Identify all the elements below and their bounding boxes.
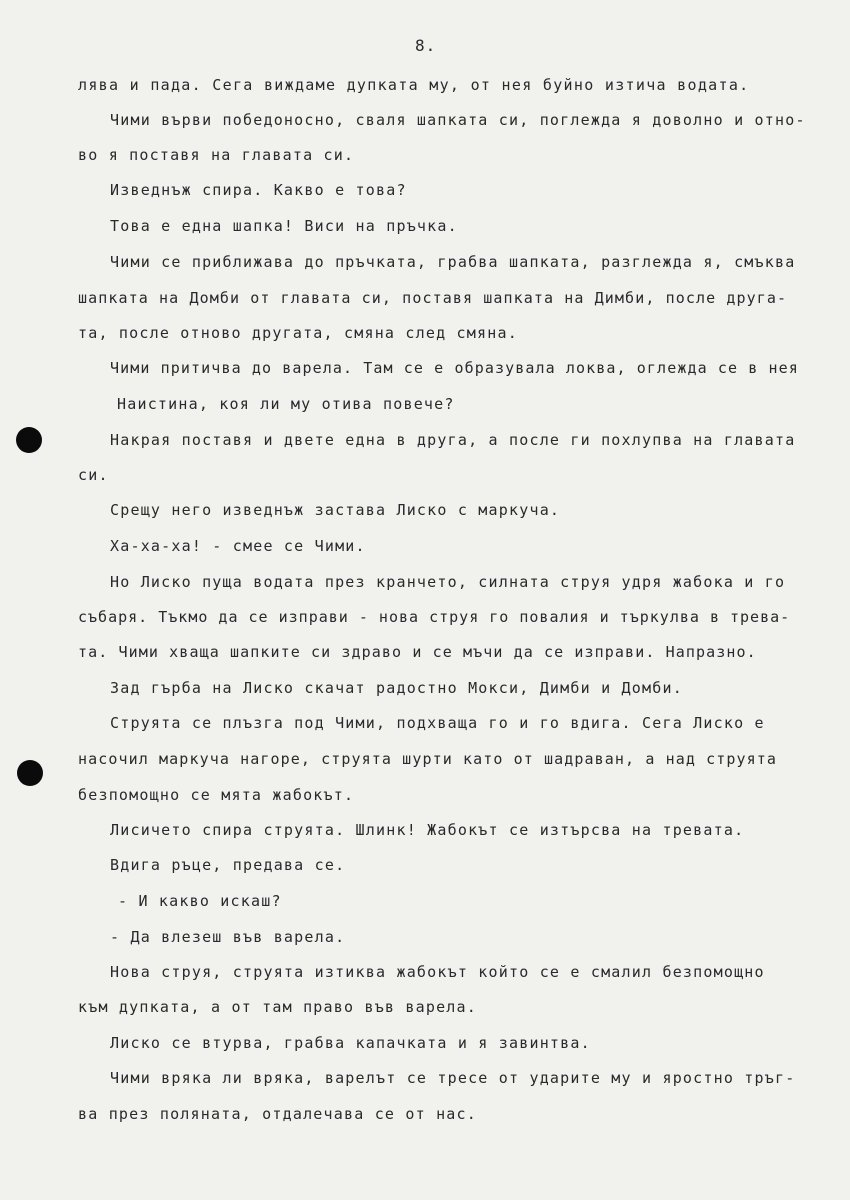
text-line: - И какво искаш?: [118, 892, 282, 910]
text-line: ва през поляната, отдалечава се от нас.: [78, 1105, 477, 1123]
text-line: Ха-ха-ха! - смее се Чими.: [110, 537, 366, 555]
text-line: Лисичето спира струята. Шлинк! Жабокът се изтърсва на тревата.: [110, 821, 745, 839]
page-number: 8.: [415, 36, 437, 55]
text-line: - Да влезеш във варела.: [110, 928, 346, 946]
text-line: шапката на Домби от главата си, поставя шапката на Димби, после друга-: [78, 289, 788, 307]
text-line: Изведнъж спира. Какво е това?: [110, 181, 407, 199]
text-line: Чими вряка ли вряка, варелът се тресе от ударите му и яростно тръг-: [110, 1069, 796, 1087]
text-line: Лиско се втурва, грабва капачката и я завинтва.: [110, 1034, 591, 1052]
text-line: Вдига ръце, предава се.: [110, 856, 346, 874]
text-line: та, после отново другата, смяна след смяна.: [78, 324, 518, 342]
text-line: Зад гърба на Лиско скачат радостно Мокси, Димби и Домби.: [110, 679, 683, 697]
punch-hole-top: [16, 427, 42, 453]
text-line: насочил маркуча нагоре, струята шурти като от шадраван, а над струята: [78, 750, 778, 768]
text-line: си.: [78, 466, 109, 484]
text-line: Чими притичва до варела. Там се е образувала локва, оглежда се в нея: [110, 359, 799, 377]
text-line: Чими се приближава до пръчката, грабва шапката, разглежда я, смъква: [110, 253, 796, 271]
text-line: събаря. Тъкмо да се изправи - нова струя го повалия и търкулва в трева-: [78, 608, 791, 626]
text-line: безпомощно се мята жабокът.: [78, 786, 355, 804]
text-line: към дупката, а от там право във варела.: [78, 998, 477, 1016]
text-line: во я поставя на главата си.: [78, 146, 355, 164]
text-line: Струята се плъзга под Чими, подхваща го и го вдига. Сега Лиско е: [110, 714, 765, 732]
text-line: Нова струя, струята изтиква жабокът който се е смалил безпомощно: [110, 963, 765, 981]
text-line: Но Лиско пуща водата през кранчето, силната струя удря жабока и го: [110, 573, 786, 591]
text-line: Срещу него изведнъж застава Лиско с маркуча.: [110, 501, 561, 519]
text-line: Чими върви победоносно, сваля шапката си, поглежда я доволно и отно-: [110, 111, 806, 129]
text-line: Наистина, коя ли му отива повече?: [117, 395, 455, 413]
text-line: лява и пада. Сега виждаме дупката му, от нея буйно изтича водата.: [78, 76, 750, 94]
text-line: та. Чими хваща шапките си здраво и се мъчи да се изправи. Напразно.: [78, 643, 757, 661]
text-line: Това е една шапка! Виси на пръчка.: [110, 217, 458, 235]
punch-hole-bottom: [17, 760, 43, 786]
text-line: Накрая поставя и двете една в друга, а после ги похлупва на главата: [110, 431, 796, 449]
